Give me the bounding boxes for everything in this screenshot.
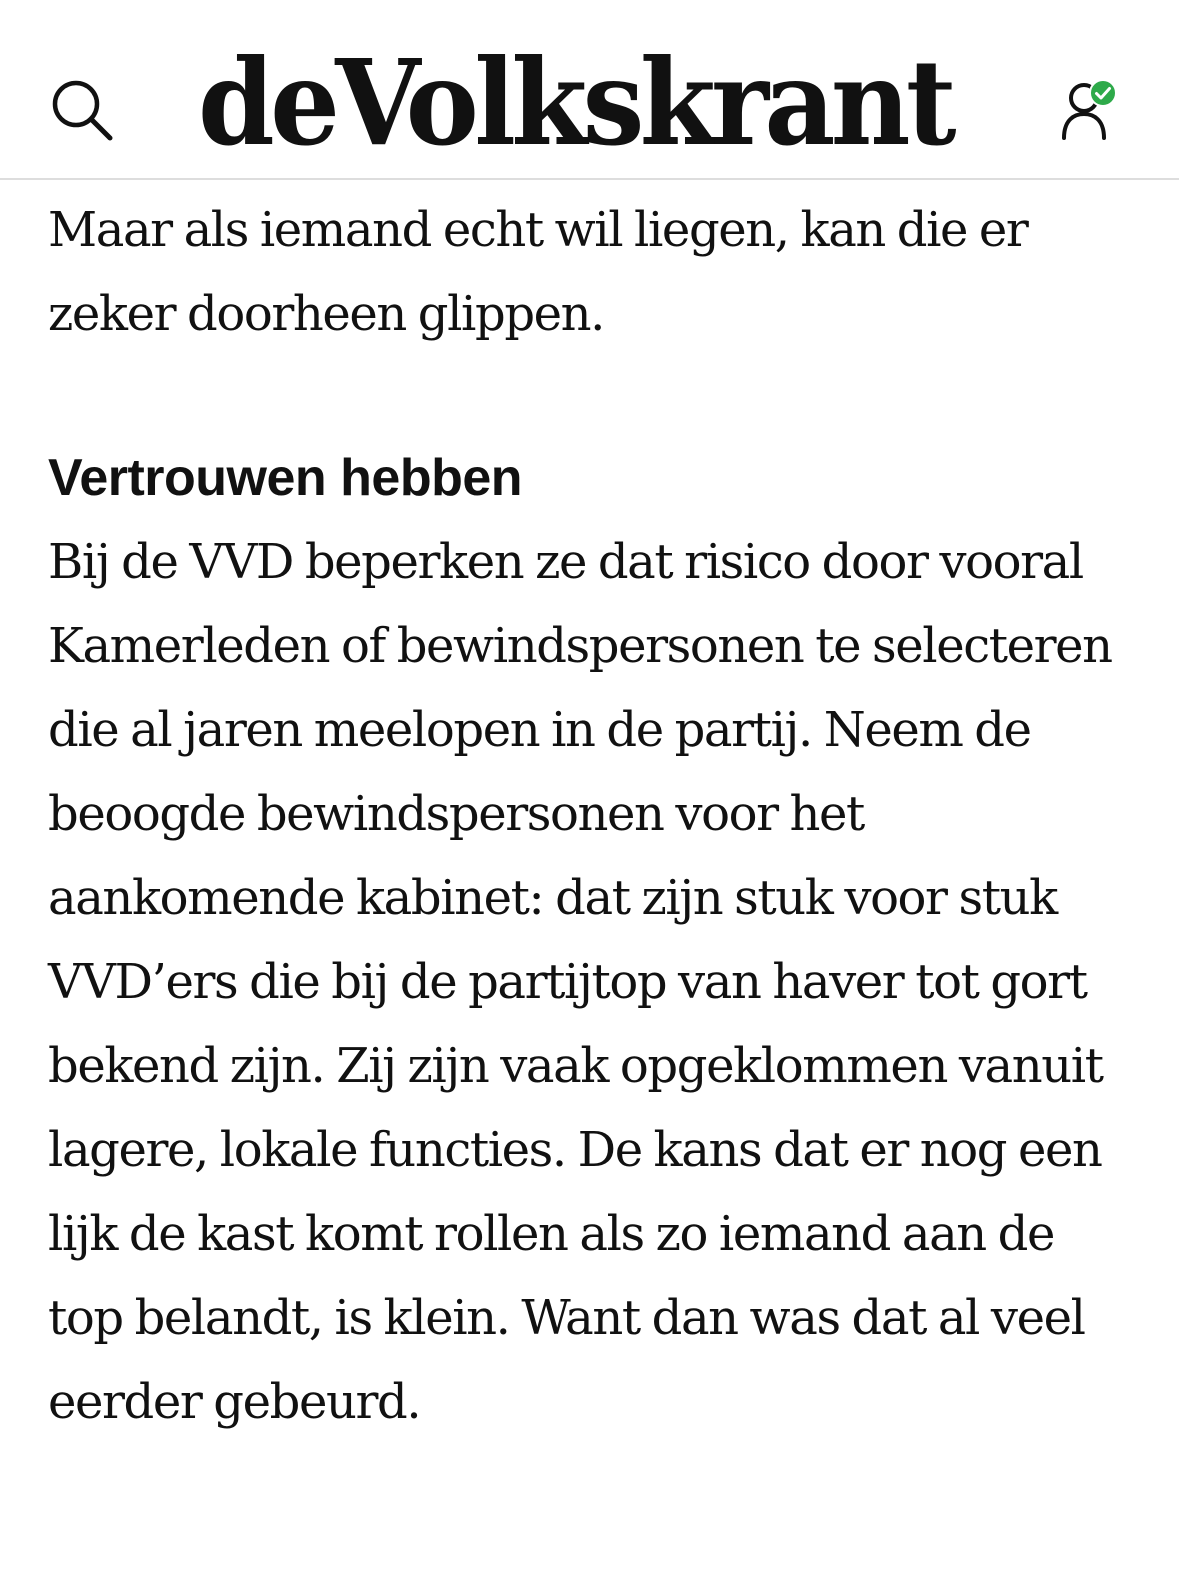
article-paragraph: Maar als iemand echt wil liegen, kan die er zeker doorheen glippen.: [48, 202, 1028, 342]
article-body: [48, 188, 1138, 1444]
article-paragraph: Bij de VVD beperken ze dat risico door vooral Kamerleden of bewindspersonen te selecteren die al jaren meelopen in de partij. Neem de beoogde bewindspersonen voor het aankomende kabinet: dat zijn stuk voor stuk VVD’ers die bij de partijtop van haver tot gort bekend zijn. Zij zijn vaak opgeklommen vanuit lagere, lokale functies. De kans dat er nog een lijk de kast komt rollen als zo iemand aan de top belandt, is klein. Want dan was dat al veel eerder gebeurd.: [48, 534, 1112, 1430]
check-badge-icon: [1088, 78, 1118, 108]
search-button[interactable]: [48, 76, 116, 144]
article-subheading: Vertrouwen hebben: [48, 449, 523, 507]
search-icon: [48, 76, 116, 144]
site-logo[interactable]: deVolkskrant: [198, 33, 952, 172]
account-button[interactable]: [1060, 76, 1130, 146]
site-header: [0, 0, 1179, 180]
